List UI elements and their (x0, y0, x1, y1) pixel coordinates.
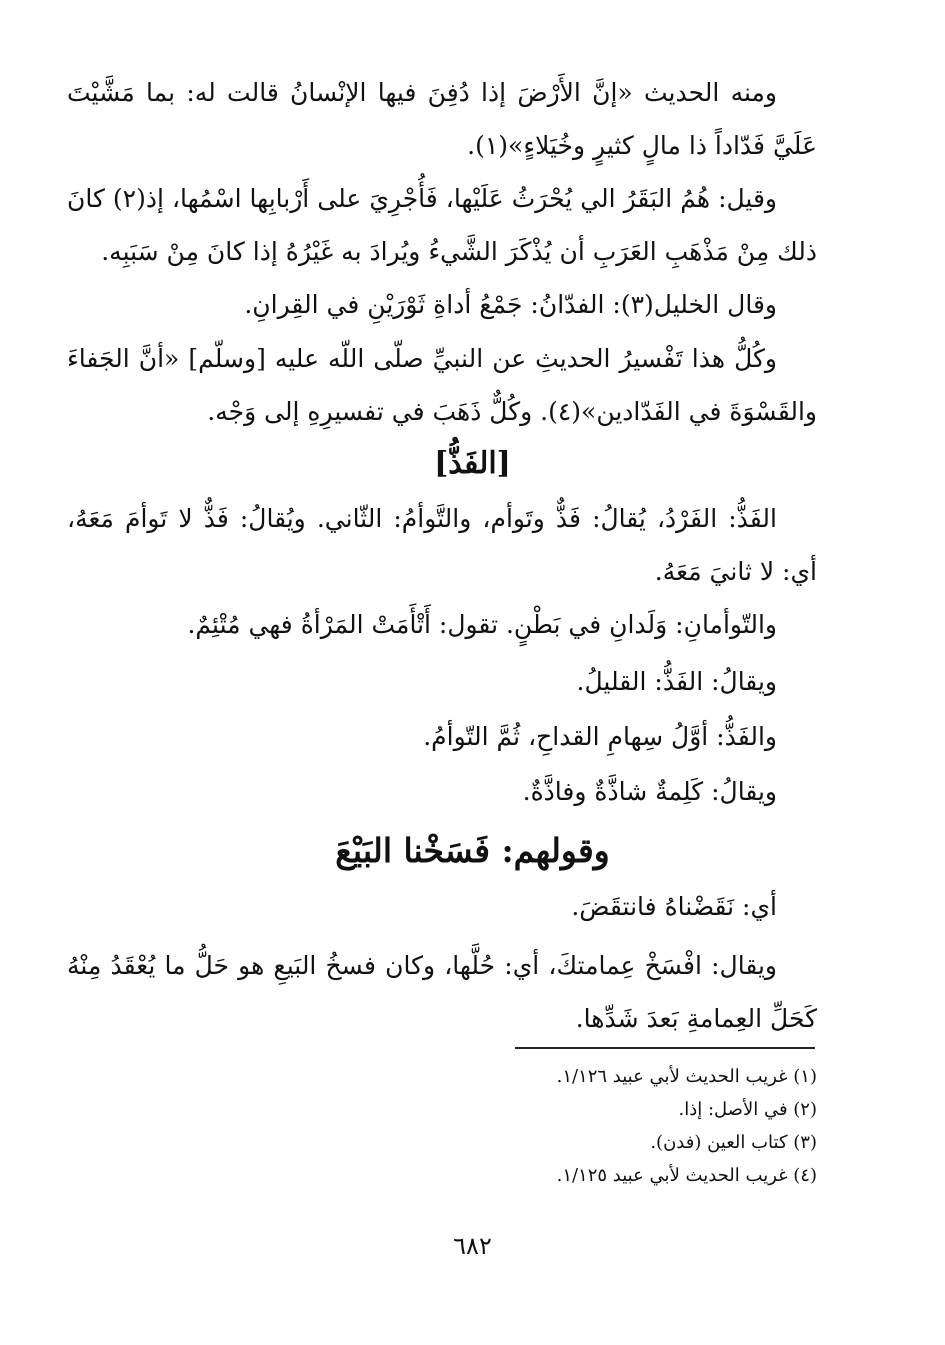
line-fadh-word: ويقالُ: كَلِمةٌ شاذَّةٌ وفاذَّةٌ. (522, 777, 777, 806)
footnote-2: (٢) في الأصل: إذا. (678, 1099, 817, 1120)
paragraph-fasakh: ويقال: افْسَخْ عِمامتكَ، أي: حُلَّها، وكان فسخُ البَيعِ هو حَلُّ ما يُعْقَدُ مِنْهُ كَحَلِّ العِمامةِ بَعدَ شَدِّها. (67, 951, 817, 1033)
paragraph-khalil: وقال الخليل(٣): الفدّانُ: جَمْعُ أداةِ ثَوْرَيْنِ في القِرانِ. (244, 290, 777, 319)
paragraph-fadh-definition: الفَذُّ: الفَرْدُ، يُقالُ: فَذٌّ وتَوأم، والتَّوأمُ: الثّاني. ويُقالُ: فَذٌّ لا تَوأمَ مَعَهُ، أي: لا ثانيَ مَعَهُ. (67, 504, 817, 586)
page-number: ٦٨٢ (453, 1232, 492, 1260)
footnote-divider (515, 1047, 815, 1049)
paragraph-tafsir: وكُلُّ هذا تَفْسيرُ الحديثِ عن النبيِّ صلّى اللّه عليه [وسلّم] «أنَّ الجَفاءَ والقَسْوَةَ في الفَدّادين»(٤). وكُلٌّ ذَهَبَ في تفسيرِهِ إلى وَجْه. (67, 344, 817, 426)
footnote-4: (٤) غريب الحديث لأبي عبيد ١/١٢٥. (556, 1165, 817, 1186)
paragraph-hadith-earth: ومنه الحديث «إنَّ الأَرْضَ إذا دُفِنَ فيها الإنْسانُ قالت له: بما مَشَّيْتَ عَلَيَّ فَدّاداً ذا مالٍ كثيرٍ وخُيَلاءٍ»(١). (67, 78, 817, 160)
line-fadh-arrows: والفَذُّ: أوَّلُ سِهامِ القداحِ، ثُمَّ التّوأمُ. (423, 722, 777, 751)
line-twins: والتّوأمانِ: وَلَدانِ في بَطْنٍ. تقول: أَتْأَمَتْ المَرْأةُ فهي مُتْئِمٌ. (187, 610, 777, 639)
section-heading-fadh: [الفَذُّ] (434, 446, 511, 481)
section-heading-fasakh: وقولهم: فَسَخْنا البَيْعَ (335, 831, 610, 870)
footnote-1: (١) غريب الحديث لأبي عبيد ١/١٢٦. (556, 1066, 817, 1087)
line-fadh-little: ويقالُ: الفَذُّ: القليلُ. (576, 667, 777, 696)
footnote-3: (٣) كتاب العين (فدن). (650, 1132, 817, 1153)
line-naqd: أي: نَقَضْناهُ فانتقَضَ. (571, 892, 777, 921)
paragraph-cattle: وقيل: هُمُ البَقَرُ الي يُحْرَثُ عَلَيْها، فَأُجْرِيَ على أَرْبابِها اسْمُها، إذ(٢) كانَ ذلك مِنْ مَذْهَبِ العَرَبِ أن يُذْكَرَ الشَّيءُ ويُرادَ به غَيْرُهُ إذا كانَ مِنْ سَبَبِه. (67, 184, 817, 266)
